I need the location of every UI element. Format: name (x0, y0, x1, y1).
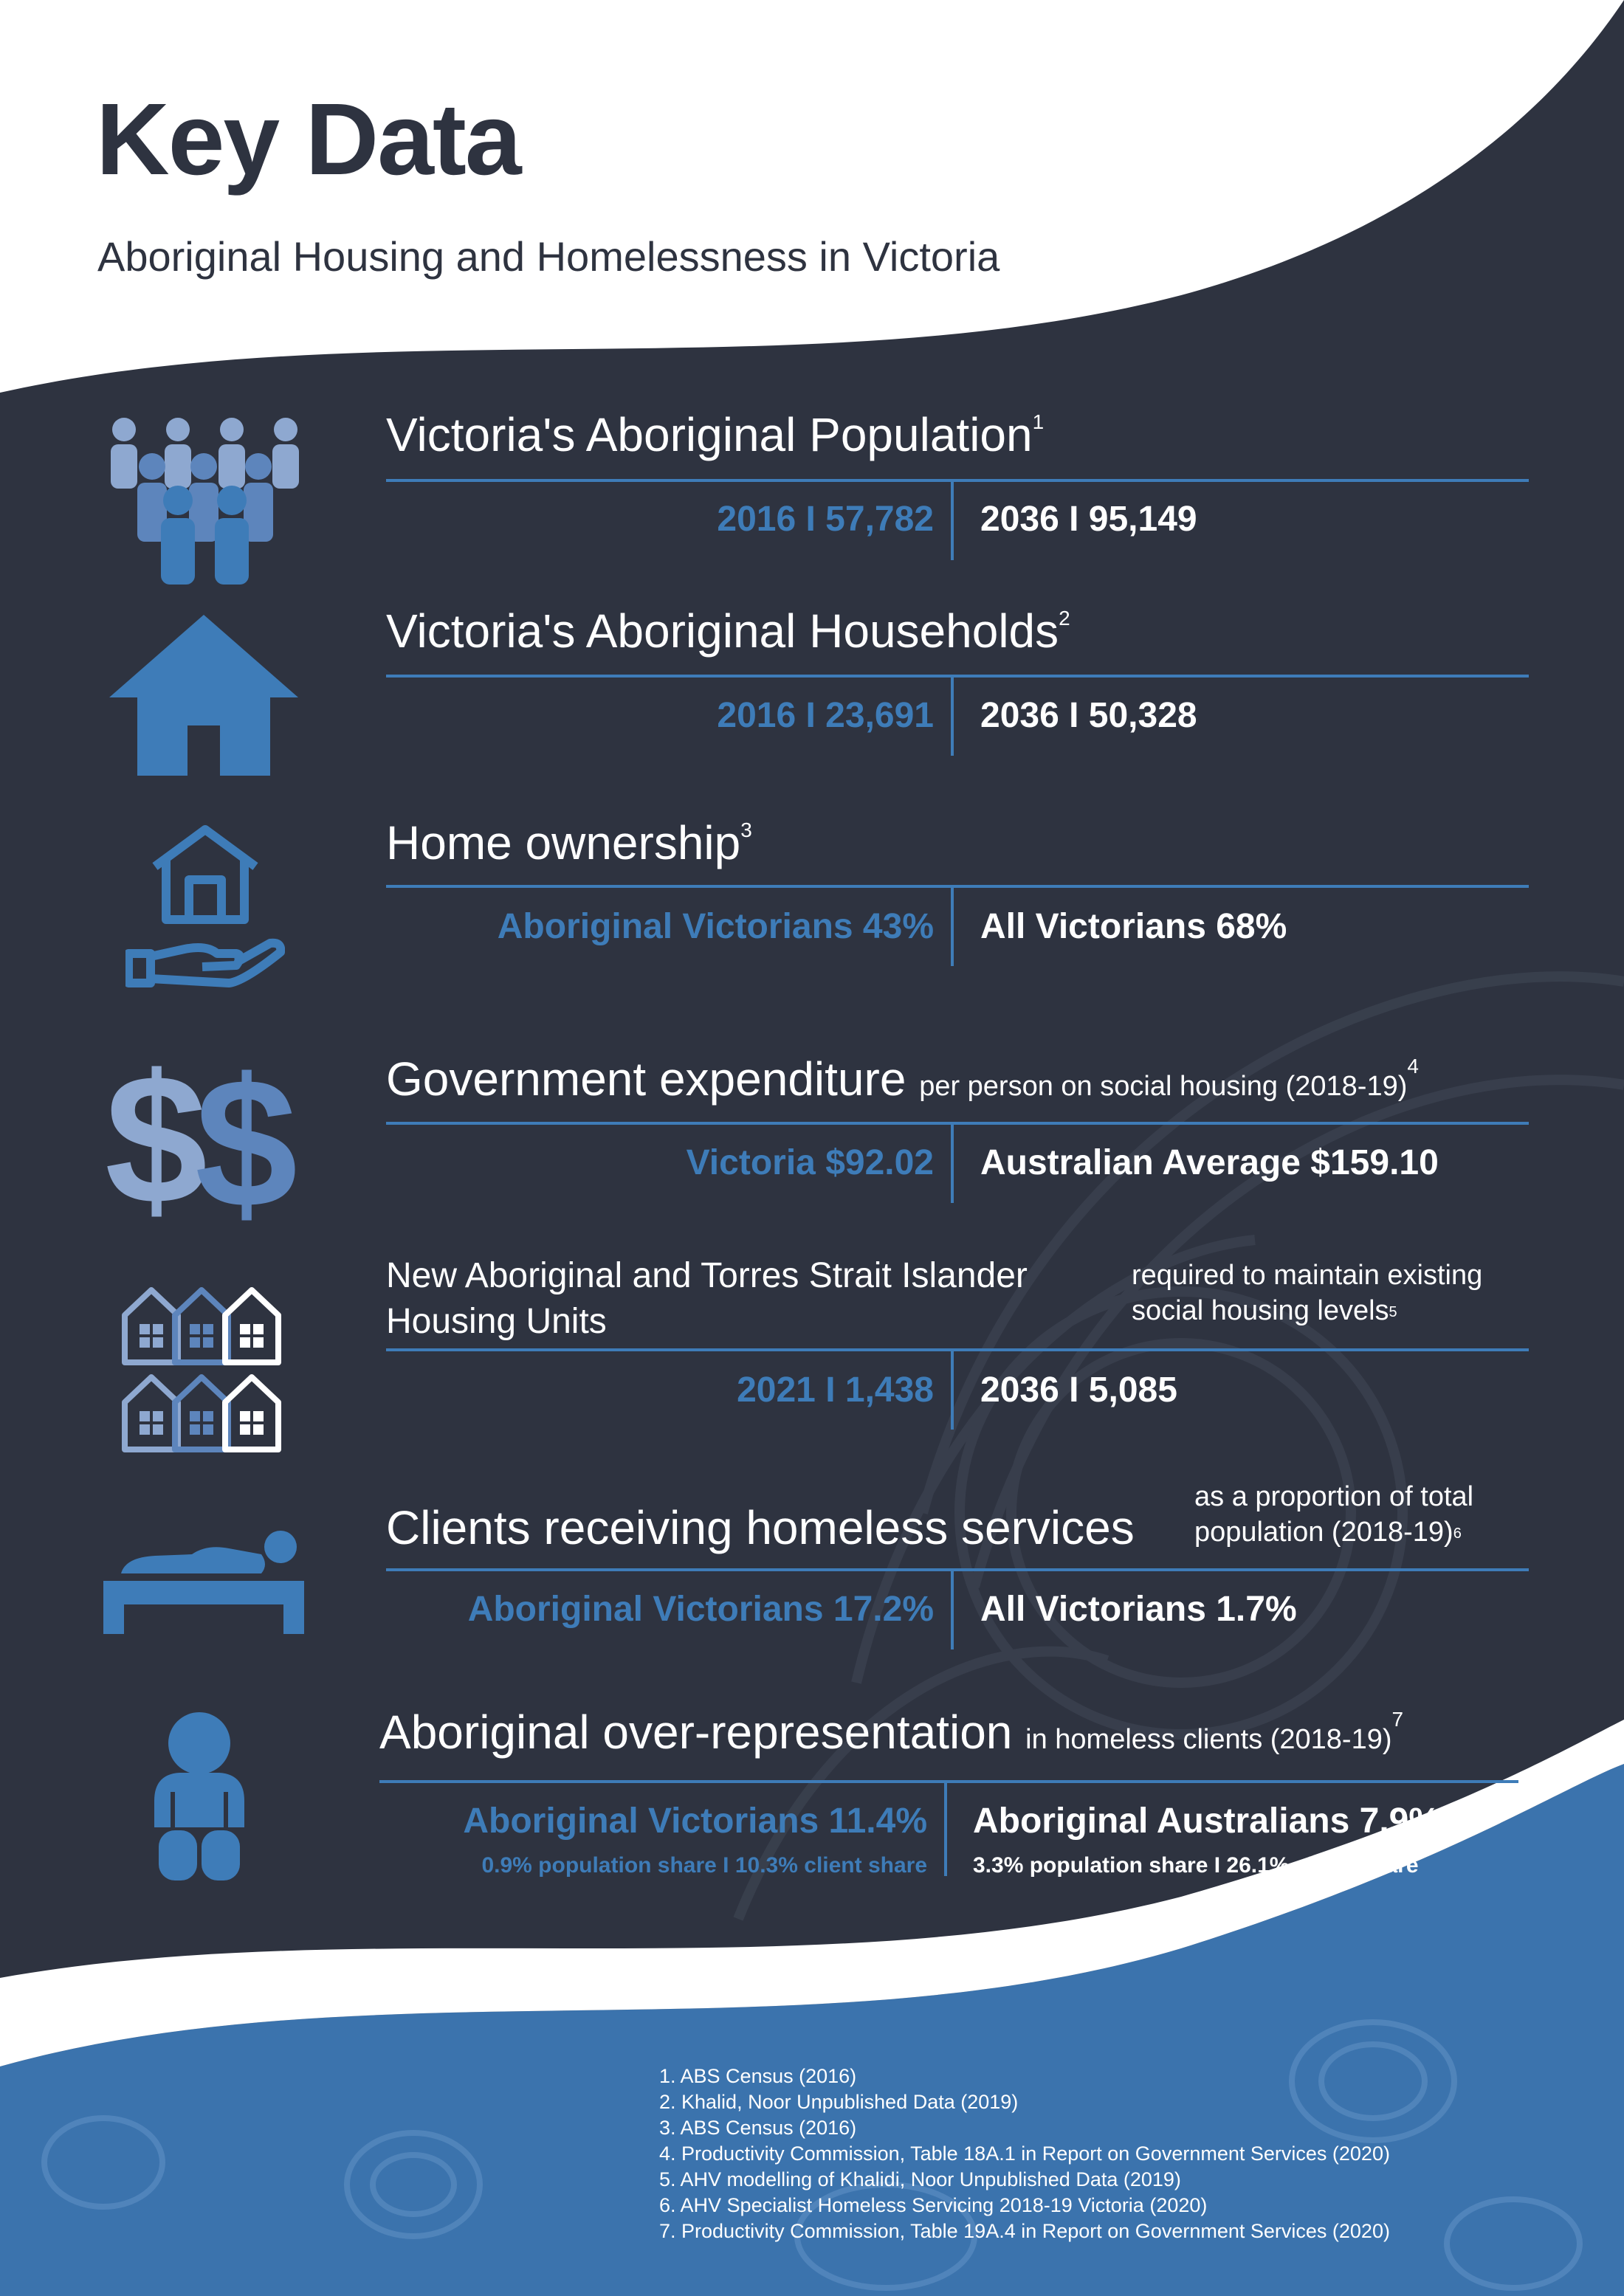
svg-text:$: $ (195, 1055, 298, 1230)
population-divider (951, 480, 954, 560)
homeless-services-heading: Clients receiving homeless services (386, 1501, 1135, 1554)
dollar-signs-icon (105, 1055, 306, 1230)
over-representation-aboriginal-victorians-value: Aboriginal Victorians 11.4% (463, 1802, 927, 1841)
population-heading: Victoria's Aboriginal Population$^1$ (386, 408, 1045, 461)
over-representation-aboriginal-australians-value: Aboriginal Australians 7.9% (973, 1802, 1441, 1841)
housing-units-divider (951, 1350, 954, 1430)
page-title: Key Data (96, 83, 520, 196)
population-2036-value: 2036 I 95,149 (980, 500, 1197, 539)
home-ownership-rule (386, 885, 1529, 888)
homeless-services-rule (386, 1568, 1529, 1571)
households-divider (951, 676, 954, 756)
homeless-services-divider (951, 1570, 954, 1649)
households-2016-value: 2016 I 23,691 (717, 696, 934, 735)
home-ownership-aboriginal-value: Aboriginal Victorians 43% (497, 907, 934, 946)
population-rule (386, 479, 1529, 482)
reference-item: 7. Productivity Commission, Table 19A.4 in Report on Government Services (2020) (659, 2220, 1390, 2242)
over-representation-australians-share: 3.3% population share I 26.1% client share (973, 1853, 1419, 1878)
reference-item: 4. Productivity Commission, Table 18A.1 in Report on Government Services (2020) (659, 2142, 1390, 2165)
homeless-services-qualifier: as a proportion of total population (2018-19)$^6$ (1194, 1481, 1474, 1548)
person-lying-bed-icon (103, 1528, 304, 1634)
housing-units-rule (386, 1348, 1529, 1351)
home-ownership-all-value: All Victorians 68% (980, 907, 1287, 946)
reference-item: 5. AHV modelling of Khalidi, Noor Unpublished Data (2019) (659, 2168, 1181, 2190)
expenditure-victoria-value: Victoria $92.02 (686, 1143, 934, 1182)
expenditure-australia-value: Australian Average $159.10 (980, 1143, 1439, 1182)
people-group-icon (102, 413, 309, 590)
over-representation-rule (379, 1780, 1518, 1783)
over-representation-divider (944, 1782, 947, 1876)
population-2016-value: 2016 I 57,782 (717, 500, 934, 539)
housing-units-qualifier: required to maintain existing social housing levels$^5$ (1132, 1260, 1483, 1326)
expenditure-heading: Government expenditure per person on social housing (2018-19)$^4$ (386, 1052, 1419, 1106)
reference-item: 6. AHV Specialist Homeless Servicing 2018-19 Victoria (2020) (659, 2194, 1208, 2216)
references-list (659, 2064, 1390, 2244)
over-representation-heading: Aboriginal over-representation in homeless clients (2018-19)$^7$ (379, 1706, 1404, 1759)
housing-units-heading: New Aboriginal and Torres Strait Islander Housing Units (386, 1256, 1028, 1341)
expenditure-divider (951, 1123, 954, 1203)
svg-text:$: $ (105, 1055, 208, 1230)
households-heading: Victoria's Aboriginal Households$^2$ (386, 604, 1070, 658)
home-ownership-heading: Home ownership$^3$ (386, 816, 752, 869)
housing-units-2036-value: 2036 I 5,085 (980, 1371, 1177, 1410)
reference-item: 1. ABS Census (2016) (659, 2065, 857, 2087)
housing-units-2021-value: 2021 I 1,438 (737, 1371, 934, 1410)
reference-item: 3. ABS Census (2016) (659, 2117, 857, 2139)
expenditure-rule (386, 1122, 1529, 1125)
homeless-services-aboriginal-value: Aboriginal Victorians 17.2% (467, 1590, 934, 1629)
homeless-services-all-value: All Victorians 1.7% (980, 1590, 1297, 1629)
house-icon (109, 615, 298, 776)
home-ownership-divider (951, 886, 954, 966)
households-2036-value: 2036 I 50,328 (980, 696, 1197, 735)
over-representation-victorians-share: 0.9% population share I 10.3% client share (481, 1853, 927, 1878)
page-subtitle: Aboriginal Housing and Homelessness in Victoria (97, 233, 1000, 280)
households-rule (386, 675, 1529, 678)
house-in-hand-icon (125, 822, 285, 987)
sitting-person-icon (144, 1712, 255, 1880)
housing-units-icon (122, 1286, 284, 1452)
reference-item: 2. Khalid, Noor Unpublished Data (2019) (659, 2091, 1019, 2113)
